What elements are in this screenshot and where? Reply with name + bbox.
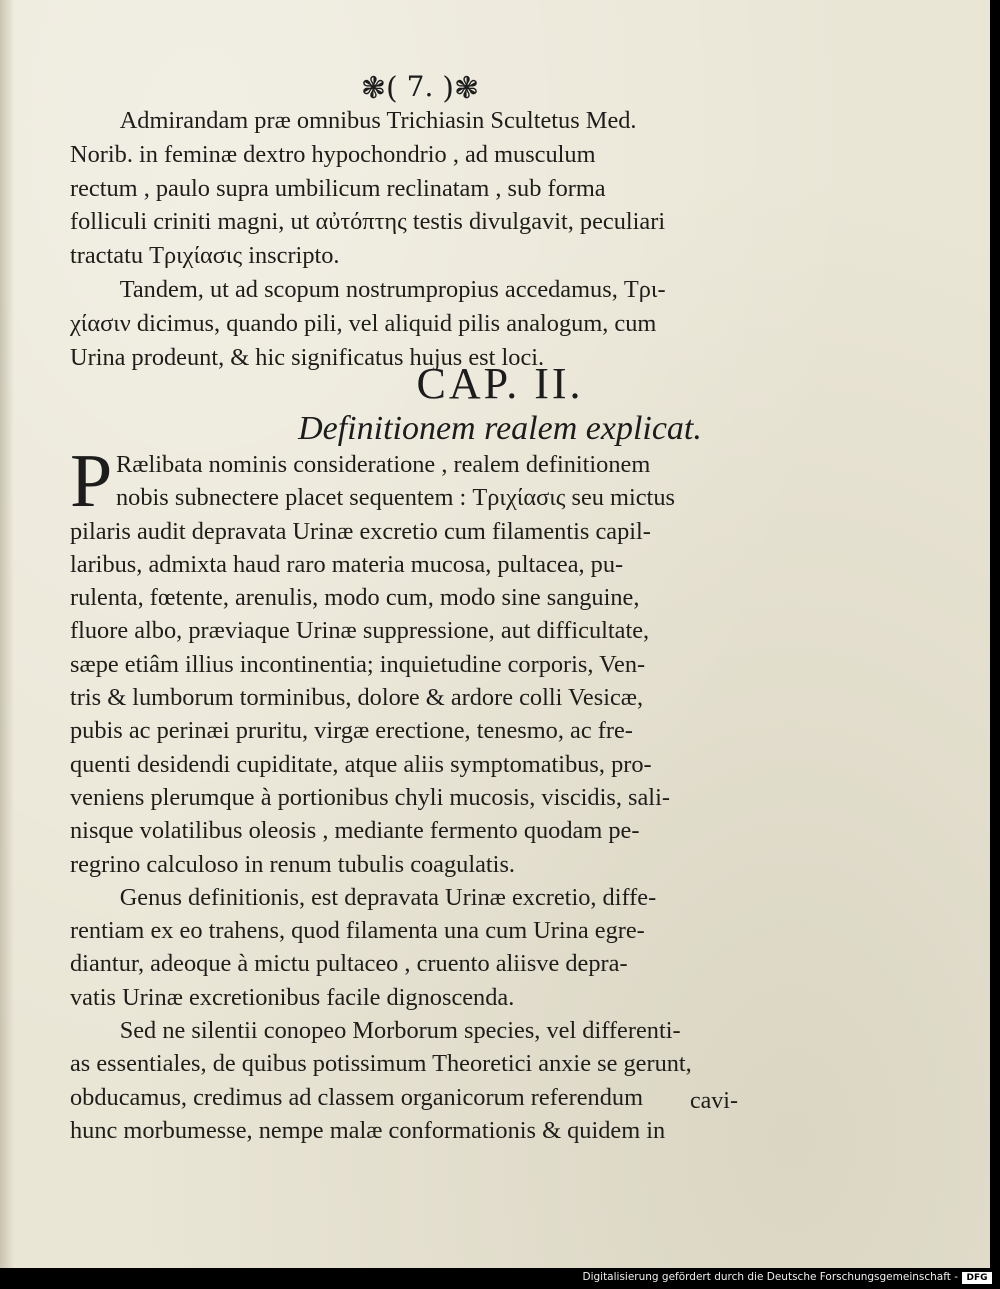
text-line: rectum , paulo supra umbilicum reclinatam , sub forma	[70, 174, 606, 202]
text-line: Urina prodeunt, & hic significatus hujus est loci.	[70, 343, 545, 371]
chapter-subtitle: Definitionem realem explicat.	[298, 410, 702, 447]
drop-cap: P	[70, 439, 113, 523]
intro-text	[70, 104, 760, 374]
text-line: hunc morbumesse, nempe malæ conformationis & quidem in	[70, 1116, 666, 1144]
text-line: laribus, admixta haud raro materia mucosa, pultacea, pu-	[70, 550, 624, 578]
text-line: rentiam ex eo trahens, quod filamenta una cum Urina egre-	[70, 917, 645, 945]
binding-edge	[0, 0, 14, 1268]
text-line: Rælibata nominis consideratione , realem definitionem	[116, 451, 651, 478]
text-line: pubis ac perinæi pruritu, virgæ erectione, tenesmo, ac fre-	[70, 717, 633, 745]
paragraph-trichiasis-scultetus	[70, 104, 760, 273]
text-line: quenti desidendi cupiditate, atque aliis symptomatibus, pro-	[70, 750, 652, 778]
paragraph-definition	[70, 439, 760, 881]
text-line: tractatu Τριχίασις inscripto.	[70, 242, 340, 270]
ornament-right-icon: )❃	[442, 71, 480, 106]
text-line: as essentiales, de quibus potissimum Theoretici anxie se gerunt,	[70, 1050, 692, 1078]
text-line: χίασιν dicimus, quando pili, vel aliquid pilis analogum, cum	[70, 309, 657, 337]
chapter-heading: CAP. II.	[416, 359, 584, 408]
text-line: tris & lumborum torminibus, dolore & ardore colli Vesicæ,	[70, 684, 644, 712]
text-line: pilaris audit depravata Urinæ excretio cum filamentis capil-	[70, 517, 651, 545]
dfg-logo: DFG	[962, 1272, 992, 1284]
text-line: veniens plerumque à portionibus chyli mucosis, viscidis, sali-	[70, 783, 670, 811]
text-line: rulenta, fœtente, arenulis, modo cum, modo sine sanguine,	[70, 584, 640, 612]
text-line: nobis subnectere placet sequentem : Τριχίασις seu mictus	[116, 484, 675, 512]
page-number: 7.	[406, 70, 434, 103]
text-line: vatis Urinæ excretionibus facile dignoscenda.	[70, 983, 515, 1011]
text-line: Genus definitionis, est depravata Urinæ excretio, diffe-	[119, 883, 657, 911]
text-line: regrino calculoso in renum tubulis coagulatis.	[70, 850, 516, 878]
chapter-body	[70, 439, 760, 1147]
paragraph-sed-ne	[70, 1014, 760, 1147]
ornament-left-icon: ❃(	[360, 71, 398, 106]
text-line: Admirandam præ omnibus Trichiasin Scultetus Med.	[119, 107, 637, 134]
text-line: Sed ne silentii conopeo Morborum species, vel differenti-	[119, 1017, 681, 1045]
paragraph-genus	[70, 881, 760, 1014]
text-line: fluore albo, præviaque Urinæ suppressione, aut difficultate,	[70, 617, 650, 645]
text-line: diantur, adeoque à mictu pultaceo , cruento aliisve depra-	[70, 950, 628, 978]
text-line: Tandem, ut ad scopum nostrumpropius accedamus, Τρι-	[119, 275, 666, 303]
text-line: Norib. in feminæ dextro hypochondrio , ad musculum	[70, 140, 596, 168]
digitization-credit: Digitalisierung gefördert durch die Deutsche Forschungsgemeinschaft -	[582, 1271, 958, 1283]
text-line: obducamus, credimus ad classem organicorum referendum	[70, 1083, 644, 1111]
text-line: sæpe etiâm illius incontinentia; inquietudine corporis, Ven-	[70, 650, 646, 678]
text-line: nisque volatilibus oleosis , mediante fermento quodam pe-	[70, 817, 640, 845]
text-line: folliculi criniti magni, ut αὐτόπτης testis divulgavit, peculiari	[70, 208, 666, 236]
catchword: cavi-	[690, 1088, 738, 1114]
